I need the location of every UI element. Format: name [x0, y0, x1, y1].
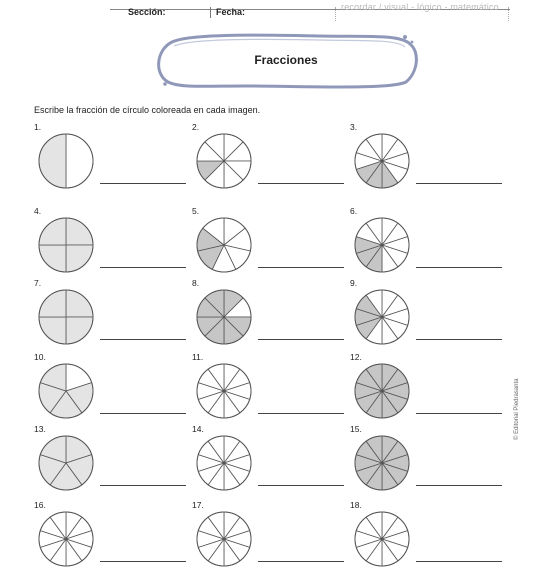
exercise-number: 6.	[350, 206, 358, 216]
exercise-item	[350, 500, 510, 574]
exercise-item	[34, 206, 194, 280]
exercise-number: 2.	[192, 122, 200, 132]
fraction-circle	[195, 216, 253, 274]
fraction-circle	[195, 288, 253, 346]
exercise-item	[350, 352, 510, 426]
answer-line[interactable]	[258, 183, 344, 184]
banner-splash-dot	[403, 35, 407, 39]
page-title: Fracciones	[254, 53, 318, 67]
exercise-item	[34, 500, 194, 574]
answer-line[interactable]	[416, 183, 502, 184]
exercise-number: 3.	[350, 122, 358, 132]
fecha-label: Fecha:	[216, 7, 246, 17]
fraction-circle	[37, 132, 95, 190]
exercise-item	[192, 278, 352, 352]
sector	[66, 134, 93, 188]
exercise-item	[192, 206, 352, 280]
answer-line[interactable]	[258, 413, 344, 414]
exercise-number: 14.	[192, 424, 204, 434]
exercise-number: 8.	[192, 278, 200, 288]
fraction-circle	[195, 434, 253, 492]
exercise-item	[350, 424, 510, 498]
fraction-circle	[37, 288, 95, 346]
exercise-number: 15.	[350, 424, 362, 434]
answer-line[interactable]	[258, 485, 344, 486]
exercise-number: 13.	[34, 424, 46, 434]
exercise-item	[34, 352, 194, 426]
exercise-item	[350, 206, 510, 280]
answer-line[interactable]	[100, 413, 186, 414]
shaded-sector	[39, 134, 66, 188]
header-dotted-separator-right	[508, 7, 510, 21]
exercise-item	[192, 500, 352, 574]
publisher-credit: © Editorial Piedrasanta	[514, 378, 520, 440]
skills-text: recordar / visual - lógico - matemático	[341, 2, 499, 12]
answer-line[interactable]	[416, 485, 502, 486]
exercise-item	[192, 122, 352, 196]
exercise-number: 18.	[350, 500, 362, 510]
header-separator	[210, 7, 211, 18]
seccion-label: Sección:	[128, 7, 166, 17]
answer-line[interactable]	[258, 267, 344, 268]
answer-line[interactable]	[416, 339, 502, 340]
exercise-number: 11.	[192, 352, 204, 362]
banner-splash-dot-3	[163, 82, 167, 86]
exercise-item	[34, 278, 194, 352]
fraction-circle	[195, 362, 253, 420]
fraction-circle	[353, 510, 411, 568]
exercise-number: 9.	[350, 278, 358, 288]
exercise-number: 17.	[192, 500, 204, 510]
exercise-item	[34, 424, 194, 498]
answer-line[interactable]	[100, 339, 186, 340]
answer-line[interactable]	[416, 561, 502, 562]
fraction-circle	[195, 132, 253, 190]
fraction-circle	[37, 434, 95, 492]
instructions: Escribe la fracción de círculo coloreada en cada imagen.	[34, 105, 261, 115]
answer-line[interactable]	[100, 561, 186, 562]
answer-line[interactable]	[258, 339, 344, 340]
exercise-number: 5.	[192, 206, 200, 216]
fraction-circle	[37, 510, 95, 568]
answer-line[interactable]	[258, 561, 344, 562]
exercise-number: 10.	[34, 352, 46, 362]
fraction-circle	[353, 132, 411, 190]
exercise-item	[192, 424, 352, 498]
exercise-number: 1.	[34, 122, 42, 132]
exercise-item	[350, 122, 510, 196]
header-dotted-separator	[335, 7, 337, 21]
fraction-circle	[353, 434, 411, 492]
fraction-circle	[37, 362, 95, 420]
fraction-circle	[195, 510, 253, 568]
answer-line[interactable]	[100, 267, 186, 268]
exercise-item	[350, 278, 510, 352]
banner-splash-dot-2	[411, 41, 414, 44]
exercise-number: 4.	[34, 206, 42, 216]
answer-line[interactable]	[100, 183, 186, 184]
exercise-number: 16.	[34, 500, 46, 510]
exercise-item	[34, 122, 194, 196]
fraction-circle	[353, 216, 411, 274]
answer-line[interactable]	[416, 267, 502, 268]
fraction-circle	[353, 288, 411, 346]
exercise-item	[192, 352, 352, 426]
title-banner	[150, 30, 422, 92]
fraction-circle	[353, 362, 411, 420]
answer-line[interactable]	[416, 413, 502, 414]
fraction-circle	[37, 216, 95, 274]
answer-line[interactable]	[100, 485, 186, 486]
exercise-number: 12.	[350, 352, 362, 362]
exercise-number: 7.	[34, 278, 42, 288]
